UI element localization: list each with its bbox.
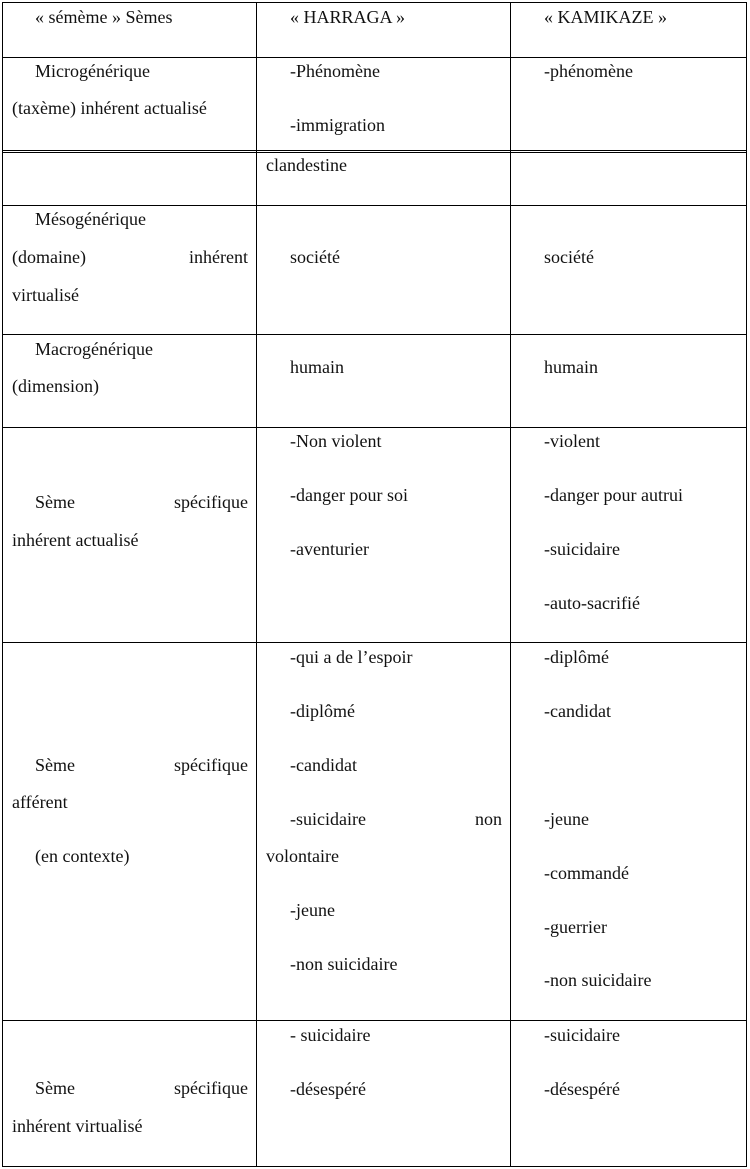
row-label-word: Sème [35,1078,75,1098]
kamikaze-seme: -désespéré [544,1079,620,1099]
harraga-seme: -diplômé [290,701,355,721]
row-label-line: (dimension) [12,376,99,396]
row-label-word: spécifique [174,1078,248,1098]
row-label-line [35,1077,248,1099]
row-label-line: (taxème) inhérent actualisé [12,98,207,118]
row-label-line: inhérent virtualisé [12,1116,143,1136]
kamikaze-seme: -guerrier [544,917,607,937]
row-label-word: Sème [35,755,75,775]
kamikaze-seme: -suicidaire [544,539,620,559]
harraga-seme: -immigration [290,115,385,135]
row-label-line: (en contexte) [35,846,130,866]
kamikaze-seme: humain [544,357,598,377]
harraga-seme-word: -suicidaire [290,809,366,829]
row-label-line: Macrogénérique [35,339,153,359]
header-semes: « sémème » Sèmes [35,7,173,27]
kamikaze-seme: société [544,247,594,267]
row-label-line: afférent [12,792,68,812]
kamikaze-seme: -violent [544,431,600,451]
row-label-line: Mésogénérique [35,209,146,229]
table-border [2,2,3,1167]
column-divider [510,2,511,1167]
row-divider [2,427,747,428]
harraga-seme: -Non violent [290,431,382,451]
harraga-seme: volontaire [266,846,339,866]
kamikaze-seme: -candidat [544,701,611,721]
table-border [2,1166,747,1167]
row-divider [2,205,747,206]
kamikaze-seme: -phénomène [544,61,633,81]
harraga-seme: clandestine [266,155,347,175]
harraga-seme: société [290,247,340,267]
row-label-line [35,491,248,513]
row-label-word: (domaine) [12,247,86,267]
harraga-seme [290,808,502,830]
harraga-seme: humain [290,357,344,377]
harraga-seme: -Phénomène [290,61,380,81]
harraga-seme: - suicidaire [290,1025,371,1045]
kamikaze-seme: -commandé [544,863,629,883]
row-divider [2,57,747,58]
kamikaze-seme: -danger pour autrui [544,485,683,505]
kamikaze-seme: -suicidaire [544,1025,620,1045]
harraga-seme: -non suicidaire [290,954,398,974]
table-border [2,2,747,3]
column-divider [256,2,257,1167]
row-label-line: inhérent actualisé [12,530,139,550]
header-kamikaze: « KAMIKAZE » [544,7,667,27]
row-label-word: spécifique [174,492,248,512]
harraga-seme: -désespéré [290,1079,366,1099]
row-label-line: virtualisé [12,285,79,305]
row-label-word: inhérent [189,247,248,267]
row-label-line [35,754,248,776]
row-label-word: spécifique [174,755,248,775]
row-label-word: Sème [35,492,75,512]
kamikaze-seme: -auto-sacrifié [544,593,640,613]
row-divider [2,1020,747,1021]
row-divider [2,334,747,335]
harraga-seme: -danger pour soi [290,485,408,505]
header-harraga: « HARRAGA » [290,7,406,27]
harraga-seme: -candidat [290,755,357,775]
kamikaze-seme: -jeune [544,809,589,829]
row-label-line: Microgénérique [35,61,150,81]
harraga-seme: -aventurier [290,539,369,559]
harraga-seme: -jeune [290,900,335,920]
row-divider [2,152,747,153]
row-label-line [12,246,248,268]
row-divider [2,642,747,643]
kamikaze-seme: -diplômé [544,647,609,667]
harraga-seme: -qui a de l’espoir [290,647,413,667]
kamikaze-seme: -non suicidaire [544,970,652,990]
table-border [746,2,747,1167]
row-divider [2,150,747,151]
harraga-seme-word: non [475,809,502,829]
